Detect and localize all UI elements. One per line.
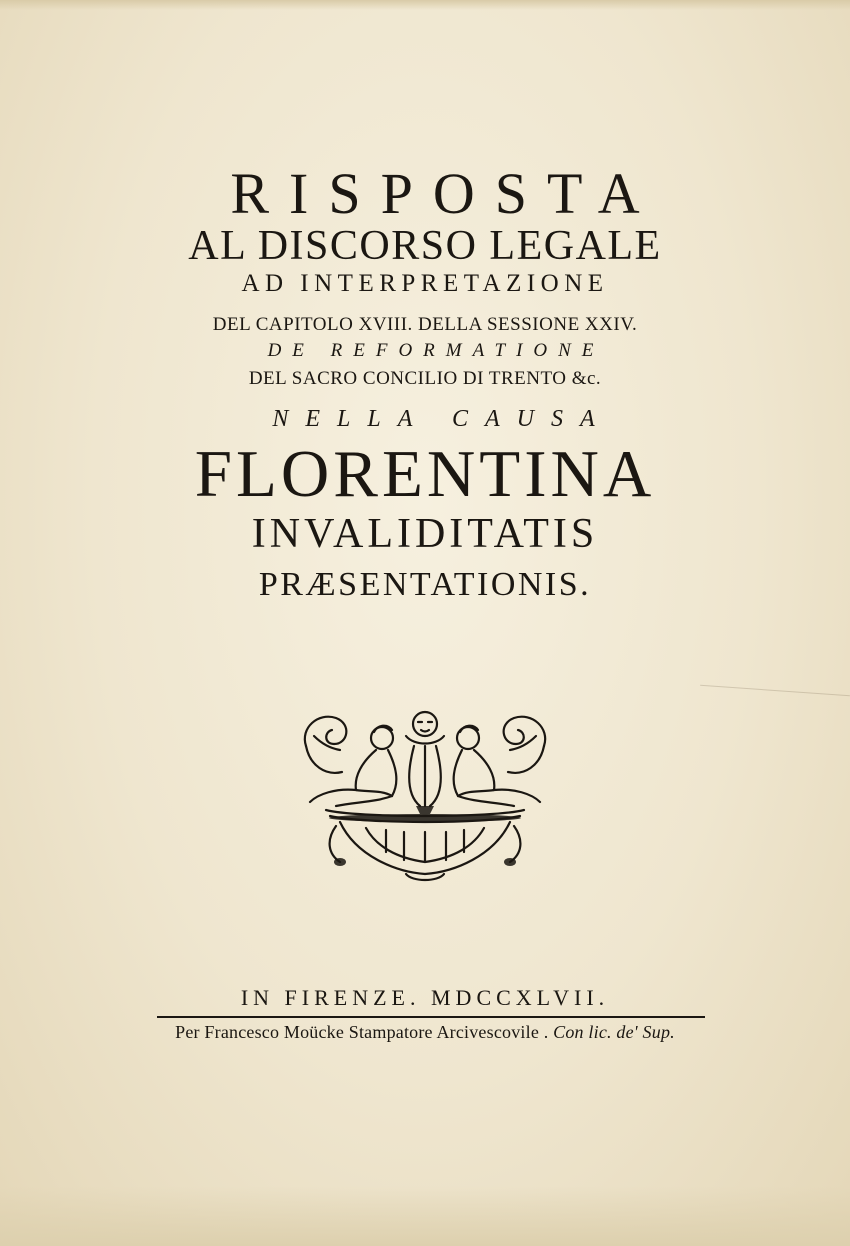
printer-license: Con lic. de' Sup. (553, 1022, 675, 1042)
paper-edge-bottom (0, 1186, 850, 1246)
title-praesentationis: PRÆSENTATIONIS. (258, 566, 592, 603)
imprint-place-date: IN FIRENZE. MDCCXLVII. (240, 985, 610, 1010)
title-interpretazione: AD INTERPRETAZIONE (241, 270, 609, 297)
title-capitolo: DEL CAPITOLO XVIII. DELLA SESSIONE XXIV. (212, 314, 638, 335)
title-concilio: DEL SACRO CONCILIO DI TRENTO &c. (248, 368, 602, 389)
title-invaliditatis: INVALIDITATIS (251, 511, 599, 557)
title-risposta: RISPOSTA (230, 161, 660, 226)
paper-crease (700, 685, 850, 696)
imprint-printer-line (0, 1022, 850, 1043)
printer-name: Per Francesco Moücke Stampatore Arcivescovile . (175, 1022, 554, 1042)
paper-edge-top (0, 0, 850, 10)
title-florentina: FLORENTINA (194, 437, 656, 511)
title-de-reformatione: DE REFORMATIONE (267, 340, 605, 361)
imprint-rule (157, 1016, 705, 1018)
title-discorso-legale: AL DISCORSO LEGALE (188, 223, 662, 269)
title-nella-causa: NELLA CAUSA (272, 406, 612, 432)
cherubs-vase-ornament-icon (296, 706, 554, 884)
